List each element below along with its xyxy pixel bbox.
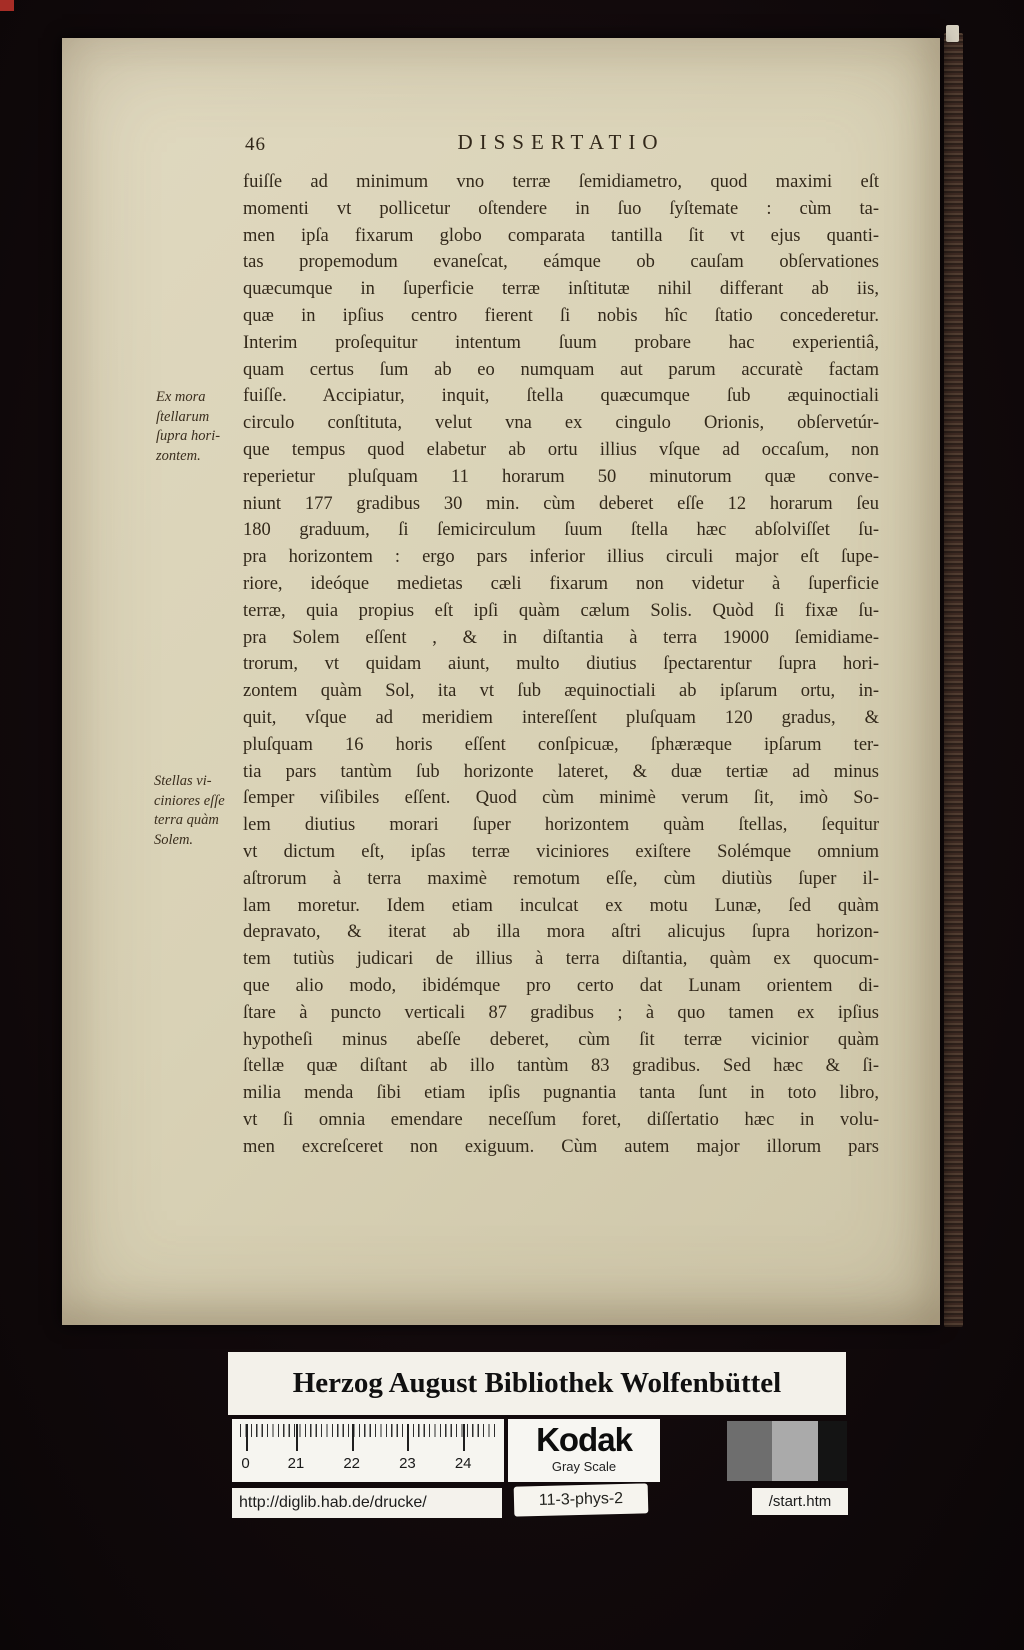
text-line: aſtrorum à terra maximè remotum eſſe, cùm diutiùs ſuper il- <box>243 868 879 889</box>
ruler-number: 23 <box>399 1455 416 1472</box>
text-line: pluſquam 16 horis eſſent conſpicuæ, ſphæræque ipſarum ter- <box>243 734 879 755</box>
gray-patch-dark <box>727 1421 772 1481</box>
text-line: quæ in ipſius centro fierent ſi nobis hîc ſtatio concederetur. <box>243 305 879 326</box>
kodak-logo: Kodak <box>536 1421 632 1458</box>
text-line: ſemper viſibiles eſſent. Quod cùm minimè verum ſit, imò So- <box>243 788 879 809</box>
page-header <box>243 130 879 162</box>
text-line: terræ, quia propius eſt ipſi quàm cælum Solis. Quòd ſi fixæ ſu- <box>243 600 879 621</box>
text-line: quit, vſque ad meridiem intereſſent pluſquam 120 gradus, & <box>243 707 879 728</box>
red-corner-mark <box>0 0 14 11</box>
text-line: tia pars tantùm ſub horizonte lateret, & duæ tertiæ ad minus <box>243 761 879 782</box>
digitization-url-strip <box>232 1488 502 1518</box>
text-line: riore, ideóque medietas cæli fixarum non videtur à ſuperficie <box>243 573 879 594</box>
start-htm-label: /start.htm <box>768 1493 832 1510</box>
text-line: Interim proſequitur intentum ſuum probare hac experientiâ, <box>243 332 879 353</box>
start-htm-card <box>752 1488 848 1515</box>
kodak-gray-scale-card <box>508 1419 660 1482</box>
text-line: que tempus quod elabetur ab ortu illius vſque ad occaſum, non <box>243 439 879 460</box>
text-line: niunt 177 gradibus 30 min. cùm deberet eſſe 12 horarum ſeu <box>243 493 879 514</box>
text-line: zontem quàm Sol, ita vt ſub æquinoctiali ab ipſarum ortu, in- <box>243 681 879 702</box>
text-line: depravato, & iterat ab illa mora aſtri alicujus ſupra horizon- <box>243 922 879 943</box>
shelfmark-label: 11-3-phys-2 <box>538 1489 624 1510</box>
library-name: Herzog August Bibliothek Wolfenbüttel <box>292 1367 782 1399</box>
margin-note-line: zontem. <box>156 447 201 464</box>
text-line: que alio modo, ibidémque pro certo dat Lunam orientem di- <box>243 975 879 996</box>
margin-note-line: Ex mora <box>156 389 206 405</box>
ruler-major-tick <box>296 1424 298 1451</box>
text-line: lem diutius morari ſuper horizontem quàm ſtellas, ſequitur <box>243 815 879 836</box>
margin-note-line: Stellas vi- <box>154 773 212 789</box>
text-line: fuiſſe. Accipiatur, inquit, ſtella quæcumque ſub æquinoctiali <box>243 386 879 407</box>
text-line: trorum, vt quidam aiunt, multo diutius ſpectarentur ſupra hori- <box>243 654 879 675</box>
ruler-number: 21 <box>287 1455 305 1472</box>
text-line: milia menda ſibi etiam ipſis pugnantia tanta ſunt in toto libro, <box>243 1083 879 1104</box>
margin-note-line: ſtellarum <box>156 408 210 425</box>
text-line: circulo conſtituta, velut vna ex cingulo Orionis, obſervetúr- <box>243 413 879 434</box>
text-line: vt ſi omnia emendare neceſſum foret, diſſertatio hæc in volu- <box>243 1109 879 1130</box>
ruler-number: 22 <box>343 1455 361 1472</box>
text-line: pra horizontem : ergo pars inferior illius circuli major eſt ſupe- <box>243 547 879 568</box>
measurement-ruler <box>232 1419 504 1482</box>
text-line: pra Solem eſſent , & in diſtantia à terra 19000 ſemidiame- <box>243 627 879 648</box>
library-banner <box>228 1352 846 1415</box>
text-line: reperietur pluſquam 11 horarum 50 minutorum quæ conve- <box>243 466 879 487</box>
book-page <box>62 38 940 1325</box>
page-edge-speck <box>946 25 959 42</box>
margin-note-line: terra quàm <box>154 812 219 828</box>
gray-scale-patches <box>727 1421 847 1481</box>
text-line: fuiſſe ad minimum vno terræ ſemidiametro, quod maximi eſt <box>243 172 879 192</box>
ruler-tick-strip <box>240 1424 496 1437</box>
text-line: 180 graduum, ſi ſemicirculum ſuum ſtella hæc abſolviſſet ſu- <box>243 520 879 541</box>
text-line: hypotheſi minus abeſſe deberet, cùm ſit terræ vicinior quàm <box>243 1029 879 1050</box>
ruler-major-tick <box>463 1424 465 1451</box>
url-label: http://diglib.hab.de/drucke/ <box>239 1494 427 1511</box>
ruler-number: 0 <box>241 1455 250 1472</box>
shelfmark-label-card <box>514 1483 649 1516</box>
page-number: 46 <box>245 134 266 155</box>
margin-note-line: ciniores eſſe <box>154 792 225 809</box>
ruler-major-tick <box>407 1424 409 1451</box>
text-line: quam certus ſum ab eo numquam aut parum accuratè factam <box>243 359 879 380</box>
margin-note-line: ſupra hori- <box>156 428 221 444</box>
text-line: ſtare à puncto verticali 87 gradibus ; à quo tamen ex ipſius <box>243 1002 879 1023</box>
ruler-major-tick <box>246 1424 248 1451</box>
main-text-block <box>243 169 879 1160</box>
text-line: lam moretur. Idem etiam inculcat ex motu Lunæ, ſed quàm <box>243 895 879 916</box>
text-line: quæcumque in ſuperficie terræ inſtitutæ nihil differant ab iis, <box>243 279 879 300</box>
page-title: DISSERTATIO <box>457 130 665 154</box>
text-line: men ipſa fixarum globo comparata tantilla ſit vt ejus quanti- <box>243 225 879 246</box>
text-line: men excreſceret non exiguum. Cùm autem major illorum pars <box>243 1136 879 1157</box>
text-line: vt dictum eſt, ipſas terræ viciniores exiſtere Solémque omnium <box>243 841 879 862</box>
ruler-number: 24 <box>454 1455 472 1472</box>
text-line: ſtellæ quæ diſtant ab illo tantùm 83 gradibus. Sed hæc & ſi- <box>243 1056 879 1077</box>
margin-note-line: Solem. <box>154 831 194 848</box>
text-line: tas propemodum evaneſcat, eámque ob cauſam obſervationes <box>243 252 879 273</box>
ruler-major-tick <box>352 1424 354 1451</box>
text-line: momenti vt pollicetur oſtendere in ſuo ſyſtemate : cùm ta- <box>243 198 879 219</box>
gray-patch-light <box>772 1421 818 1481</box>
gray-scale-label: Gray Scale <box>551 1459 617 1474</box>
text-line: tem tutiùs judicari de illius à terra diſtantia, quàm ex quocum- <box>243 949 879 970</box>
gray-patch-black <box>818 1421 847 1481</box>
book-page-edge <box>944 33 963 1327</box>
